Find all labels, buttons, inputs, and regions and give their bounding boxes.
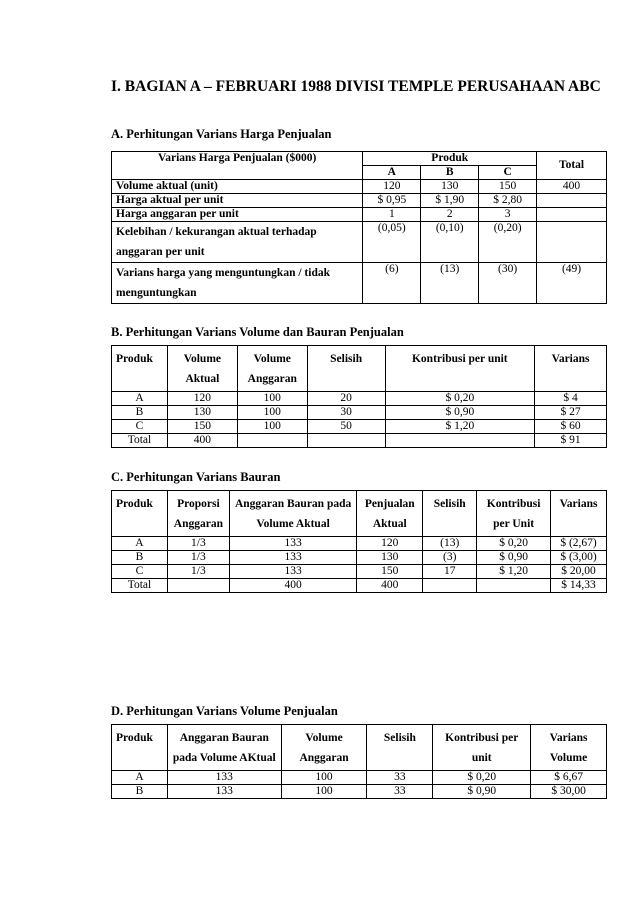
- section-b-heading: B. Perhitungan Varians Volume dan Bauran Penjualan: [111, 325, 404, 339]
- cell-total: 400: [537, 180, 607, 194]
- table-volume-mix-variance: [111, 345, 607, 448]
- cell: 50: [307, 420, 385, 434]
- cell: $ 27: [535, 406, 607, 420]
- row-label: Varians harga yang menguntungkan / tidak menguntungkan: [112, 263, 363, 304]
- cell: [423, 579, 477, 593]
- cell: $ 0,20: [477, 537, 551, 551]
- cell: 33: [367, 785, 433, 799]
- col-header-proporsi: Proporsi Anggaran: [167, 491, 229, 537]
- col-header-varians-volume: Varians Volume: [531, 725, 607, 771]
- cell: 33: [367, 771, 433, 785]
- table-row: [112, 771, 607, 785]
- cell-a: (6): [363, 263, 421, 304]
- cell: 133: [229, 565, 356, 579]
- col-header-produk: Produk: [112, 491, 168, 537]
- cell: 30: [307, 406, 385, 420]
- cell: 130: [167, 406, 237, 420]
- cell: $ 30,00: [531, 785, 607, 799]
- sub-header-b: B: [421, 166, 479, 180]
- cell-b: (0,10): [421, 222, 479, 263]
- table-row: [112, 222, 607, 263]
- cell: $ 91: [535, 434, 607, 448]
- col-header-kontribusi: Kontribusi per unit: [385, 346, 535, 392]
- cell: $ (2,67): [551, 537, 607, 551]
- col-header-kontribusi: Kontribusi per unit: [433, 725, 531, 771]
- cell: 100: [237, 406, 307, 420]
- cell: 133: [167, 785, 281, 799]
- section-c-heading: C. Perhitungan Varians Bauran: [111, 470, 281, 484]
- cell: 130: [357, 551, 423, 565]
- row-label: Harga anggaran per unit: [112, 208, 363, 222]
- col-header-volume-anggaran: Volume Anggaran: [237, 346, 307, 392]
- col-header-selisih: Selisih: [307, 346, 385, 392]
- cell-c: $ 2,80: [479, 194, 537, 208]
- cell: 100: [281, 785, 367, 799]
- cell: A: [112, 771, 168, 785]
- table-row: [112, 194, 607, 208]
- row-label: Volume aktual (unit): [112, 180, 363, 194]
- cell: $ 0,90: [477, 551, 551, 565]
- col-header-selisih: Selisih: [367, 725, 433, 771]
- cell: 1/3: [167, 537, 229, 551]
- cell: 400: [229, 579, 356, 593]
- table-price-variance: [111, 151, 607, 304]
- cell: C: [112, 420, 168, 434]
- cell: 17: [423, 565, 477, 579]
- cell: [307, 434, 385, 448]
- cell: $ 14,33: [551, 579, 607, 593]
- cell: [167, 579, 229, 593]
- col-header-produk: Produk: [112, 346, 168, 392]
- cell-b: (13): [421, 263, 479, 304]
- cell: A: [112, 392, 168, 406]
- table-sales-volume-variance: [111, 724, 607, 799]
- cell: $ 0,90: [385, 406, 535, 420]
- cell: (3): [423, 551, 477, 565]
- cell: [385, 434, 535, 448]
- cell-total: [537, 222, 607, 263]
- cell: 400: [357, 579, 423, 593]
- cell: C: [112, 565, 168, 579]
- section-a-heading: A. Perhitungan Varians Harga Penjualan: [111, 127, 332, 141]
- col-header-selisih: Selisih: [423, 491, 477, 537]
- cell-b: 2: [421, 208, 479, 222]
- col-header-varians: Varians: [535, 346, 607, 392]
- cell: 133: [229, 537, 356, 551]
- cell: 400: [167, 434, 237, 448]
- cell-b: 130: [421, 180, 479, 194]
- col-header-volume-aktual: Volume Aktual: [167, 346, 237, 392]
- cell: 150: [357, 565, 423, 579]
- cell-a: $ 0,95: [363, 194, 421, 208]
- page-title: I. BAGIAN A – FEBRUARI 1988 DIVISI TEMPLE PERUSAHAAN ABC: [111, 78, 601, 95]
- sub-header-a: A: [363, 166, 421, 180]
- cell: $ 60: [535, 420, 607, 434]
- table-row: [112, 420, 607, 434]
- cell: 120: [357, 537, 423, 551]
- cell-a: 120: [363, 180, 421, 194]
- row-label: Kelebihan / kekurangan aktual terhadap anggaran per unit: [112, 222, 363, 263]
- cell: $ (3,00): [551, 551, 607, 565]
- cell: $ 20,00: [551, 565, 607, 579]
- cell: A: [112, 537, 168, 551]
- cell-c: 150: [479, 180, 537, 194]
- cell: [477, 579, 551, 593]
- table-row: [112, 263, 607, 304]
- col-header-volume-anggaran: Volume Anggaran: [281, 725, 367, 771]
- cell: 100: [237, 392, 307, 406]
- sub-header-c: C: [479, 166, 537, 180]
- table-row-total: [112, 434, 607, 448]
- cell: 100: [237, 420, 307, 434]
- cell-c: (30): [479, 263, 537, 304]
- cell: [237, 434, 307, 448]
- cell: B: [112, 785, 168, 799]
- cell: $ 0,20: [385, 392, 535, 406]
- col-header-anggaran-bauran: Anggaran Bauran pada Volume AKtual: [167, 725, 281, 771]
- table-mix-variance: [111, 490, 607, 593]
- row-label: Harga aktual per unit: [112, 194, 363, 208]
- col-header-produk: Produk: [112, 725, 168, 771]
- table-row-total: [112, 579, 607, 593]
- table-row: [112, 565, 607, 579]
- cell: 100: [281, 771, 367, 785]
- col-header-produk: Produk: [363, 152, 537, 166]
- cell: 120: [167, 392, 237, 406]
- cell: $ 1,20: [385, 420, 535, 434]
- cell: $ 6,67: [531, 771, 607, 785]
- cell: $ 0,20: [433, 771, 531, 785]
- col-header-penjualan-aktual: Penjualan Aktual: [357, 491, 423, 537]
- cell: B: [112, 551, 168, 565]
- cell: 20: [307, 392, 385, 406]
- table-row: [112, 180, 607, 194]
- col-header-total: Total: [537, 152, 607, 180]
- cell-b: $ 1,90: [421, 194, 479, 208]
- cell-c: 3: [479, 208, 537, 222]
- col-header-kontribusi: Kontribusi per Unit: [477, 491, 551, 537]
- table-row: [112, 551, 607, 565]
- cell: $ 0,90: [433, 785, 531, 799]
- cell-c: (0,20): [479, 222, 537, 263]
- col-header-main: Varians Harga Penjualan ($000): [112, 152, 363, 180]
- cell: 1/3: [167, 565, 229, 579]
- cell: $ 1,20: [477, 565, 551, 579]
- cell-total: [537, 194, 607, 208]
- cell: $ 4: [535, 392, 607, 406]
- cell: 1/3: [167, 551, 229, 565]
- cell-a: 1: [363, 208, 421, 222]
- col-header-varians: Varians: [551, 491, 607, 537]
- cell-a: (0,05): [363, 222, 421, 263]
- section-d-heading: D. Perhitungan Varians Volume Penjualan: [111, 704, 338, 718]
- cell-total: [537, 208, 607, 222]
- cell: (13): [423, 537, 477, 551]
- cell: 133: [229, 551, 356, 565]
- table-row: [112, 208, 607, 222]
- cell-total: (49): [537, 263, 607, 304]
- cell: Total: [112, 579, 168, 593]
- col-header-anggaran-bauran: Anggaran Bauran pada Volume Aktual: [229, 491, 356, 537]
- table-row: [112, 392, 607, 406]
- table-row: [112, 406, 607, 420]
- table-row: [112, 537, 607, 551]
- cell: 133: [167, 771, 281, 785]
- cell: B: [112, 406, 168, 420]
- table-row: [112, 785, 607, 799]
- cell: 150: [167, 420, 237, 434]
- cell: Total: [112, 434, 168, 448]
